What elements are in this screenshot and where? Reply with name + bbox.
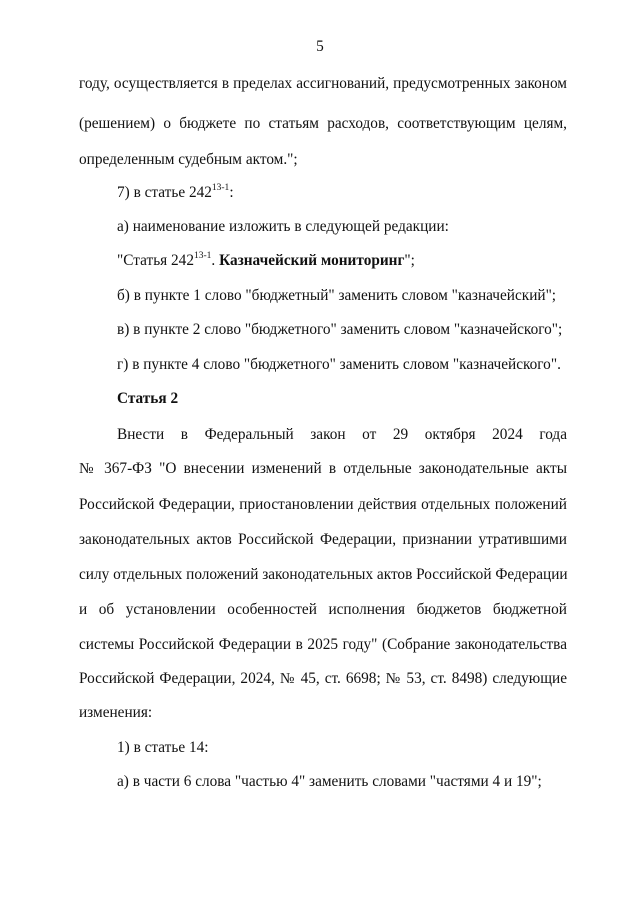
text-fragment: "Статья 242 [117,252,194,269]
text-line: Российской Федерации, приостановлении действия отдельных положений [79,496,567,513]
text-line: № 367-ФЗ "О внесении изменений в отдельные законодательные акты [79,460,567,477]
text-line: Внести в Федеральный закон от 29 октября 2024 года [117,426,567,443]
text-line: законодательных актов Российской Федерации, признании утратившими [79,531,567,548]
text-line: (решением) о бюджете по статьям расходов, соответствующим целям, [79,115,567,132]
superscript: 13-1 [211,182,230,193]
page-number: 5 [316,38,324,55]
text-fragment: : [229,184,234,201]
text-line: а) в части 6 слова "частью 4" заменить словами "частями 4 и 19"; [117,773,542,790]
text-line: изменения: [79,704,153,721]
bold-title: Казначейский мониторинг [219,252,405,269]
text-fragment: 7) в статье 242 [117,184,212,201]
text-line: году, осуществляется в пределах ассигнований, предусмотренных законом [79,75,567,92]
text-line: б) в пункте 1 слово "бюджетный" заменить словом "казначейский"; [117,287,557,304]
text-line: г) в пункте 4 слово "бюджетного" заменить словом "казначейского". [117,356,561,373]
superscript: 13-1 [193,250,212,261]
text-line-article-title [117,251,567,271]
text-line: определенным судебным актом."; [79,151,298,168]
text-line: 1) в статье 14: [117,739,209,756]
text-line: Российской Федерации, 2024, № 45, ст. 6698; № 53, ст. 8498) следующие [79,670,567,687]
text-line: системы Российской Федерации в 2025 году" (Собрание законодательства [79,636,567,653]
text-fragment: . [211,252,220,269]
text-line: силу отдельных положений законодательных актов Российской Федерации [79,566,568,583]
text-fragment: "; [404,252,415,269]
article-heading: Статья 2 [117,390,179,407]
text-line: и об установлении особенностей исполнения бюджетов бюджетной [79,601,567,618]
text-line: в) в пункте 2 слово "бюджетного" заменить словом "казначейского"; [117,321,563,338]
text-line: а) наименование изложить в следующей редакции: [117,218,449,235]
text-line-item-7 [117,183,567,203]
